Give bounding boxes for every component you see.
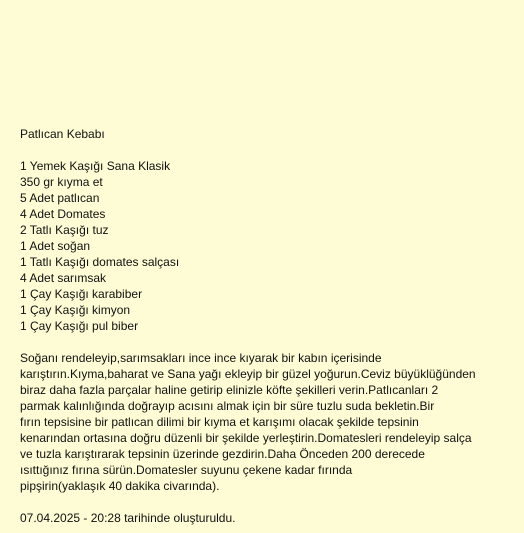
ingredient-list [20,158,512,334]
ingredient-item: 5 Adet patlıcan [20,191,100,205]
ingredient-item: 1 Yemek Kaşığı Sana Klasik [20,159,171,173]
ingredient-item: 350 gr kıyma et [20,175,103,189]
ingredient-item: 1 Çay Kaşığı kimyon [20,303,131,317]
ingredient-item: 1 Adet soğan [20,239,91,253]
ingredient-item: 4 Adet Domates [20,207,106,221]
ingredient-item: 1 Tatlı Kaşığı domates salçası [20,255,180,269]
ingredient-item: 1 Çay Kaşığı karabiber [20,287,143,301]
instruction-line: fırın tepsisine bir patlıcan dilimi bir kıyma et karışımı olacak şekilde tepsinin [20,415,419,429]
ingredient-item: 4 Adet sarımsak [20,271,107,285]
ingredient-item: 1 Çay Kaşığı pul biber [20,319,139,333]
recipe-title: Patlıcan Kebabı [20,127,105,141]
recipe-document [20,126,512,526]
instruction-line: karıştırın.Kıyma,baharat ve Sana yağı ekleyip bir güzel yoğurun.Ceviz büyüklüğünden [20,367,476,381]
instruction-line: ısıttığınız fırına sürün.Domatesler suyunu çekene kadar fırında [20,463,353,477]
instruction-line: pipşirin(yaklaşık 40 dakika civarında). [20,479,220,493]
created-timestamp: 07.04.2025 - 20:28 tarihinde oluşturuldu. [20,511,236,525]
instruction-line: Soğanı rendeleyip,sarımsakları ince ince kıyarak bir kabın içerisinde [20,351,382,365]
instruction-line: kenarından ortasına doğru düzenli bir şekilde yerleştirin.Domatesleri rendeleyip salça [20,431,472,445]
ingredient-item: 2 Tatlı Kaşığı tuz [20,223,109,237]
recipe-instructions [20,350,512,494]
instruction-line: parmak kalınlığında doğrayıp acısını almak için bir süre tuzlu suda bekletin.Bir [20,399,435,413]
instruction-line: ve tuzla karıştırarak tepsinin üzerinde gezdirin.Daha Önceden 200 derecede [20,447,425,461]
instruction-line: biraz daha fazla parçalar haline getirip elinizle köfte şekilleri verin.Patlıcanları 2 [20,383,439,397]
